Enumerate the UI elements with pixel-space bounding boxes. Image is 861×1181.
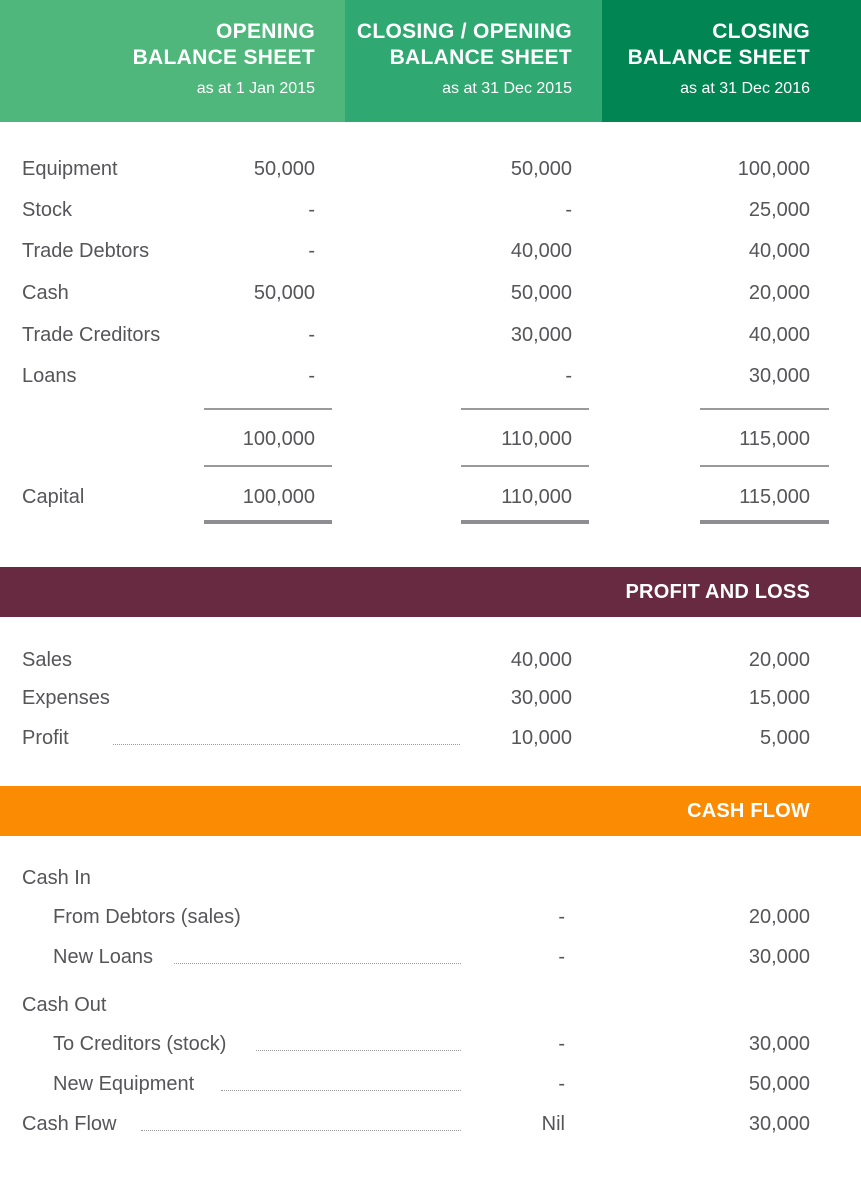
- value-2016: 40,000: [748, 324, 810, 346]
- balance-row-cash: [0, 278, 861, 308]
- value-2016: 15,000: [748, 687, 810, 709]
- subtotal-rule: [461, 408, 589, 410]
- value-2016: 30,000: [748, 1113, 810, 1135]
- header-closing-opening-balance-sheet: [345, 0, 602, 122]
- value-2016: 20,000: [748, 649, 810, 671]
- value-2015: -: [558, 1033, 565, 1055]
- header-date: as at 31 Dec 2016: [680, 80, 810, 97]
- value-opening: -: [308, 240, 315, 262]
- capital-2015: 110,000: [501, 486, 572, 508]
- value-2016: 30,000: [748, 1033, 810, 1055]
- row-label: Cash: [22, 282, 69, 304]
- value-opening: 50,000: [253, 158, 315, 180]
- value-2015: 50,000: [510, 158, 572, 180]
- header-title-line1: OPENING: [216, 20, 315, 43]
- cash-flow-band: [0, 786, 861, 836]
- balance-row-trade-creditors: [0, 320, 861, 350]
- header-date: as at 31 Dec 2015: [442, 80, 572, 97]
- value-2015: -: [558, 906, 565, 928]
- cash-out-row-equipment: [0, 1069, 861, 1099]
- value-2015: 30,000: [510, 687, 572, 709]
- header-title-line2: BALANCE SHEET: [627, 46, 810, 69]
- capital-opening: 100,000: [242, 486, 315, 508]
- cash-in-heading: [0, 863, 861, 893]
- total-rule: [204, 465, 332, 467]
- balance-row-stock: [0, 195, 861, 225]
- double-rule: [204, 520, 332, 524]
- balance-row-trade-debtors: [0, 236, 861, 266]
- double-rule: [700, 520, 829, 524]
- row-label: From Debtors (sales): [53, 906, 241, 928]
- value-2016: 20,000: [748, 906, 810, 928]
- value-2016: 50,000: [748, 1073, 810, 1095]
- header-opening-balance-sheet: [0, 0, 345, 122]
- header-title-line1: CLOSING / OPENING: [356, 20, 572, 43]
- table-header: [0, 0, 861, 122]
- row-label: Capital: [22, 486, 85, 508]
- row-label: Stock: [22, 199, 73, 221]
- row-label: New Loans: [53, 946, 154, 968]
- value-opening: -: [308, 199, 315, 221]
- total-opening: 100,000: [242, 428, 315, 450]
- pl-row-sales: [0, 645, 861, 675]
- value-2015: 30,000: [510, 324, 572, 346]
- row-label: To Creditors (stock): [53, 1033, 227, 1055]
- value-2015: -: [558, 946, 565, 968]
- row-label: Cash Flow: [22, 1113, 117, 1135]
- header-title-line1: CLOSING: [712, 20, 810, 43]
- total-rule: [461, 465, 589, 467]
- subtotal-rule: [700, 408, 829, 410]
- double-rule: [461, 520, 589, 524]
- row-label: Cash In: [22, 867, 91, 889]
- value-2016: 30,000: [748, 365, 810, 387]
- value-2016: 5,000: [759, 727, 810, 749]
- row-label: Profit: [22, 727, 69, 749]
- value-2016: 20,000: [748, 282, 810, 304]
- cash-flow-total-row: [0, 1109, 861, 1139]
- value-2015: 10,000: [510, 727, 572, 749]
- pl-row-profit: [0, 723, 861, 753]
- header-closing-balance-sheet: [602, 0, 861, 122]
- row-label: Loans: [22, 365, 77, 387]
- value-opening: -: [308, 324, 315, 346]
- value-2015: -: [558, 1073, 565, 1095]
- header-title-line2: BALANCE SHEET: [389, 46, 572, 69]
- section-title: PROFIT AND LOSS: [625, 581, 810, 603]
- value-2015: 40,000: [510, 649, 572, 671]
- row-label: Cash Out: [22, 994, 107, 1016]
- value-2015: 50,000: [510, 282, 572, 304]
- row-label: Trade Creditors: [22, 324, 161, 346]
- value-2016: 40,000: [748, 240, 810, 262]
- balance-row-equipment: [0, 154, 861, 184]
- capital-row: [0, 482, 861, 512]
- cash-out-row-creditors: [0, 1029, 861, 1059]
- balance-row-loans: [0, 361, 861, 391]
- balance-totals-row: [0, 424, 861, 454]
- value-2015: -: [565, 199, 572, 221]
- cash-out-heading: [0, 990, 861, 1020]
- pl-row-expenses: [0, 683, 861, 713]
- total-2015: 110,000: [501, 428, 572, 450]
- row-label: Sales: [22, 649, 73, 671]
- capital-2016: 115,000: [739, 486, 810, 508]
- cash-in-row-loans: [0, 942, 861, 972]
- row-label: Expenses: [22, 687, 110, 709]
- value-2016: 100,000: [737, 158, 810, 180]
- header-title-line2: BALANCE SHEET: [132, 46, 315, 69]
- header-date: as at 1 Jan 2015: [196, 80, 315, 97]
- total-2016: 115,000: [739, 428, 810, 450]
- cash-in-row-debtors: [0, 902, 861, 932]
- value-2015: Nil: [541, 1113, 565, 1135]
- total-rule: [700, 465, 829, 467]
- value-2016: 25,000: [748, 199, 810, 221]
- value-2016: 30,000: [748, 946, 810, 968]
- profit-and-loss-band: [0, 567, 861, 617]
- section-title: CASH FLOW: [687, 800, 810, 822]
- value-2015: 40,000: [510, 240, 572, 262]
- value-opening: 50,000: [253, 282, 315, 304]
- dot-leader: [113, 743, 460, 745]
- value-opening: -: [308, 365, 315, 387]
- row-label: New Equipment: [53, 1073, 195, 1095]
- row-label: Trade Debtors: [22, 240, 150, 262]
- value-2015: -: [565, 365, 572, 387]
- subtotal-rule: [204, 408, 332, 410]
- row-label: Equipment: [22, 158, 118, 180]
